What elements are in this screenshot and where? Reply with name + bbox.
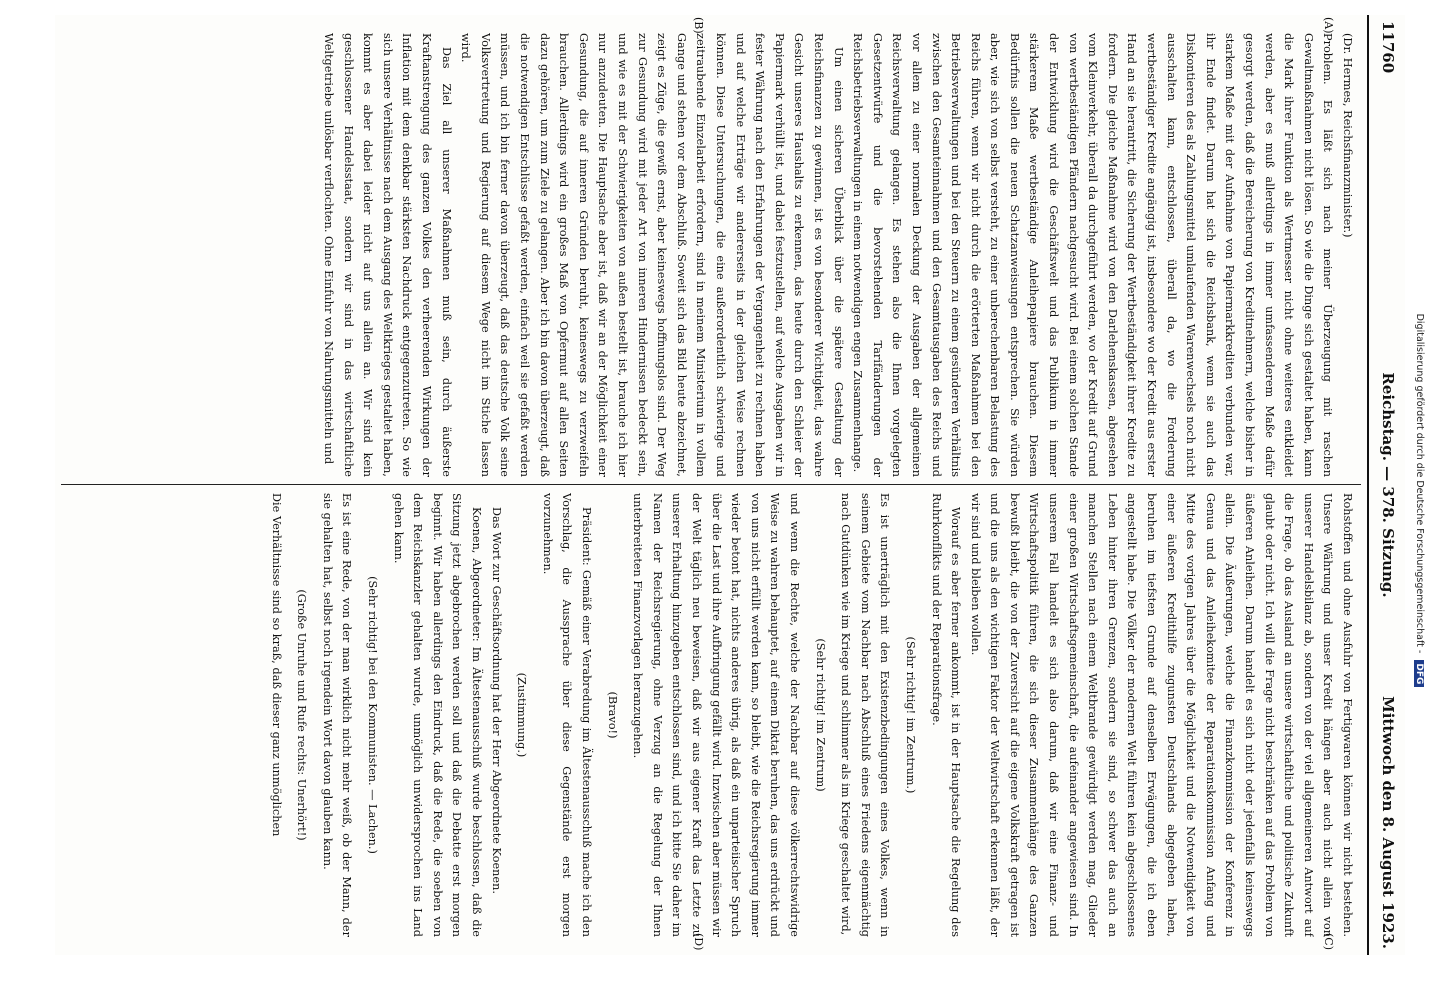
margin-marker-b: (B) bbox=[692, 17, 705, 34]
paragraph: Präsident: Gemäß einer Verabredung im Ältestenausschuß mache ich den Vorschlag, die Aussprache über diese Gegenstände erst morgen vorzunehmen. bbox=[540, 493, 594, 937]
paragraph: Problem. Es läßt sich nach meiner Überzeugung mit raschen Gewaltmaßnahmen nicht lösen. So wie die Dinge sich gestaltet haben, kann die Mark ihrer Funktion als Wertmesser nicht ohne weiteres entkleidet werden, aber es muß allerdings in immer umfassenderem Maße dafür gesorgt werden, daß die Bereicherung von Kreditnehmern, welche bisher in starkem Maße mit der Aufnahme von Papiermarkkrediten verbunden war, ihr Ende findet. Darum hat sich die Reichsbank, wenn sie auch das Diskontieren des als Zahlungsmittel umlaufenden Warenwechsels noch nicht ausschalten kann, entschlossen, überall da, wo die Forderung wertbeständiger Kredite angängig ist, insbesondere wo der Kredit aus erster Hand an sie herantritt, die Sicherung der Wertbeständigkeit ihrer Kredite zu fordern. Die gleiche Maßnahme wird von den Darlehenskassen, abgesehen vom Kleinverkehr, überall da durchgeführt werden, wo der Kredit auf Grund von wertbeständigen Pfändern nachgesucht wird. Bei einem solchen Stande der Entwicklung wird die Geschäftswelt und das Publikum in immer stärkerem Maße wertbeständige Anleihepapiere brauchen. Diesem Bedürfnis sollen die neuen Schatzanweisungen entsprechen. Sie würden aber, wie sich von selbst versteht, zu einer unberechenbaren Belastung des Reichs führen, wenn wir nicht durch die erörterten Maßnahmen bei den Betriebsverwaltungen und bei den Steuern zu einem gesünderen Verhältnis zwischen den Gesamteinnahmen und den Gesamtausgaben des Reichs und vor allem zu einer normalen Deckung der Ausgaben der allgemeinen Reichsverwaltung gelangen. Es stehen also die Ihnen vorgelegten Gesetzentwürfe und die bevorstehenden Tarifänderungen der Reichsbetriebsverwaltungen in einem notwendigen engen Zusammenhange. bbox=[851, 33, 1335, 477]
column-divider bbox=[61, 484, 1361, 485]
page-header bbox=[1367, 15, 1405, 955]
credit-text: Digitalisierung gefördert durch die Deutsche Forschungsgemeinschaft - bbox=[1414, 313, 1425, 654]
interjection: (Sehr richtig! im Zentrum.) bbox=[903, 636, 917, 794]
paragraph: Um einen sicheren Überblick über die spätere Gestaltung der Reichsfinanzen zu gewinnen, ist es von besonderer Wichtigkeit, das wahre Gesicht unseres Haushalts zu erkennen, das heute durch den Schleier der Papiermark verhüllt ist, und dabei festzustellen, auf welche Ausgaben wir in fester Währung nach den Erfahrungen der Vergangenheit zu rechnen haben und auf welche Erträge wir andererseits in der gleichen Weise rechnen können. Diese Untersuchungen, die eine außerordentlich schwierige und zeitraubende Einzelarbeit erfordern, sind in meinem Ministerium in vollem Gange und stehen vor dem Abschluß. Soweit sich das Bild heute abzeichnet, zeigt es Züge, die gewiß ernst, aber keineswegs hoffnungslos sind. Der Weg zur Gesundung wird mit jeder Art von inneren Hindernissen bedeckt sein, und wie es mit der Schwierigkeiten von außen bestellt ist, brauche ich hier nur anzudeuten. Die Hauptsache aber ist, daß wir an der Möglichkeit einer Gesundung, die auf inneren Gründen beruht, keineswegs zu verzweifeln brauchen. Allerdings wird ein großes Maß von Opfermut auf allen Seiten dazu gehören, um zum Ziele zu gelangen. Aber ich bin davon überzeugt, daß die notwendigen Entschlüsse gefaßt werden, einfach weil sie gefaßt werden müssen, und ich bin ferner davon überzeugt, daß das deutsche Volk seine Volksvertretung und Regierung auf diesem Wege nicht im Stiche lassen wird. bbox=[459, 33, 845, 477]
speaker-line: (Dr. Hermes, Reichsfinanzminister.) bbox=[1341, 33, 1354, 238]
interjection: (Zustimmung.) bbox=[515, 672, 529, 758]
paragraph: Es ist eine Rede, von der man wirklich nicht mehr weiß, ob der Mann, der sie gehalten hat, selbst noch irgendein Wort davon glauben kann. bbox=[320, 493, 354, 937]
right-column bbox=[67, 493, 1357, 937]
interjection: (Sehr richtig! im Zentrum) bbox=[813, 638, 827, 792]
paragraph: und wenn die Rechte, welche der Nachbar auf diese völkerrechtswidrige Weise zu wahren behauptet, auf einem Diktat beruhen, das uns erdrückt und von uns nicht erfüllt werden kann, so bleibt, wie die Reichsregierung immer wieder betont hat, nichts anderes übrig, als daß ein unparteiischer Spruch über die Last und ihre Aufbringung gefällt wird. Inzwischen aber müssen wir der Welt täglich neu beweisen, daß wir aus eigener Kraft das Letzte zu unserer Erhaltung hinzugeben entschlossen sind, und ich bitte Sie daher im Namen der Reichsregierung, ohne Verzug an die Regelung der Ihnen unterbreiteten Finanzvorlagen heranzugehen. bbox=[631, 493, 801, 937]
margin-marker-a: (A) bbox=[1322, 17, 1335, 34]
paragraph: Es ist unerträglich mit den Existenzbedingungen eines Volkes, wenn in seinem Gebiete vom Nachbar nach Abschluß eines Friedens eigenmächtig nach Gutdünken wie im Kriege und schlimmer als im Kriege geschaltet wird, bbox=[839, 493, 892, 937]
left-column bbox=[67, 33, 1357, 477]
interjection: (Bravo!) bbox=[605, 691, 619, 739]
interjection: (Sehr richtig! bei den Kommunisten. — Lachen.) bbox=[366, 576, 380, 854]
paragraph: Worauf es aber ferner ankommt, ist in der Hauptsache die Regelung des Ruhrkonflikts und der Reparationsfrage. bbox=[929, 493, 963, 937]
margin-marker-c: (C) bbox=[1322, 933, 1335, 950]
paragraph: Das Ziel all unserer Maßnahmen muß sein, durch äußerste Kraftanstrengung des ganzen Volkes den verheerenden Wirkungen der Inflation mit dem denkbar stärksten Nachdruck entgegenzutreten. So wie sich unsere Verhältnisse nach dem Ausgang des Weltkrieges gestaltet haben, kommt es aber dabei leider nicht auf uns allein an. Wir sind kein geschlossener Handelsstaat, sondern wir sind in das wirtschaftliche Weltgetriebe unlösbar verflochten. Ohne Einfuhr von Nahrungsmitteln und bbox=[322, 33, 453, 477]
paragraph: Rohstoffen und ohne Ausfuhr von Fertigwaren können wir nicht bestehen. Unsere Währung und unser Kredit hängen aber auch nicht allein von unserer Handelsbilanz ab, sondern von der viel allgemeineren Antwort auf die Frage, ob das Ausland an unsere wirtschaftliche und politische Zukunft glaubt oder nicht. Ich will die Frage nicht beschränken auf das Problem von äußeren Anleihen. Darum handelt es sich nicht oder jedenfalls keineswegs allein. Die Äußerungen, welche die Finanzkommission der Konferenz in Genua und das Anleihekomitee der Reparationskommission Anfang und Mitte des vorigen Jahres über die Möglichkeit und die Notwendigkeit von einer äußeren Kredithilfe zugunsten Deutschlands abgegeben haben, beruhen im tiefsten Grunde auf denselben Erwägungen, die ich eben angestellt habe. Die Völker der modernen Welt führen kein abgeschlossenes Leben hinter ihren Grenzen, sondern sie sind, so schwer das auch an manchen Stellen nach einem Weltbrande gewürdigt werden mag, Glieder einer großen Wirtschaftsgemeinschaft, die aufeinander angewiesen sind. In unserem Fall handelt es sich also darum, daß wir eine Finanz- und Wirtschaftspolitik führen, die sich dieser Zusammenhänge des Ganzen bewußt bleibt, die von der Zuversicht auf die eigene Volkskraft getragen ist und die uns als den wichtigen Faktor der Weltwirtschaft erkennen läßt, der wir sind und bleiben wollen. bbox=[968, 493, 1354, 937]
paragraph: Koenen, Abgeordneter: Im Ältestenausschuß wurde beschlossen, daß die Sitzung jetzt abgebrochen werden soll und daß die Debatte erst morgen beginnt. Wir haben allerdings den Eindruck, daß die Rede, die soeben von dem Reichskanzler gehalten wurde, unmöglich unwidersprochen ins Land gehen kann. bbox=[391, 493, 484, 937]
margin-marker-d: (D) bbox=[692, 933, 705, 951]
page-number: 11760 bbox=[1379, 21, 1397, 74]
interjection: (Große Unruhe und Rufe rechts: Unerhört!) bbox=[295, 589, 309, 841]
paragraph: Das Wort zur Geschäftsordnung hat der Herr Abgeordnete Koenen. bbox=[489, 507, 503, 894]
document-page bbox=[55, 15, 1405, 955]
page-title: Reichstag. — 378. Sitzung. bbox=[1379, 372, 1397, 598]
paragraph: Die Verhältnisse sind so kraß, daß dieser ganz unmöglichen bbox=[269, 493, 283, 837]
digitization-credit bbox=[1411, 8, 1425, 993]
dfg-logo: DFG bbox=[1414, 660, 1424, 687]
session-date: Mittwoch den 8. August 1923. bbox=[1379, 696, 1397, 949]
